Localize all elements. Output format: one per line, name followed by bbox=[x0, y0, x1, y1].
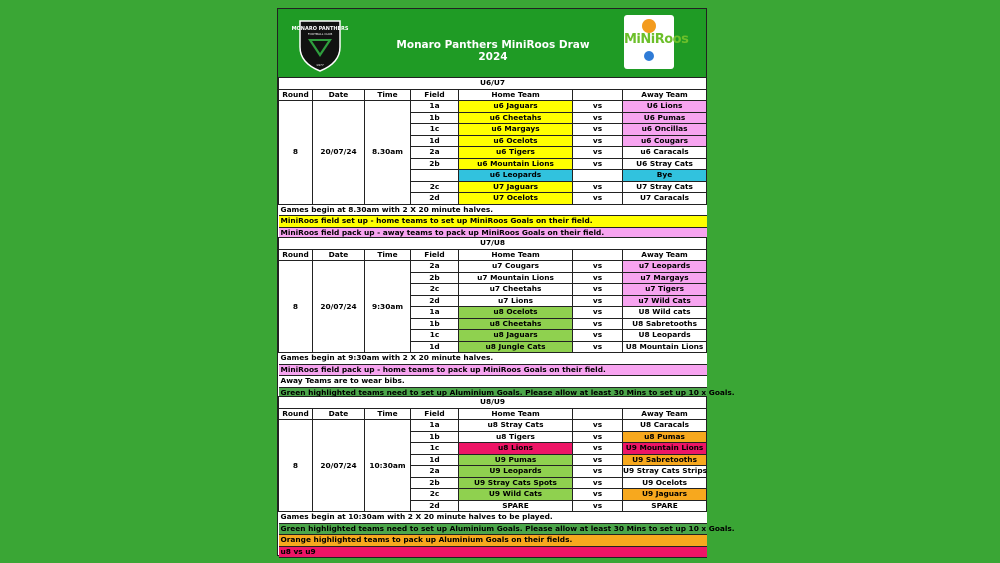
away-team-cell: U6 Lions bbox=[623, 101, 707, 113]
away-team-cell: u6 Oncillas bbox=[623, 124, 707, 136]
note-row: Away Teams are to wear bibs. bbox=[279, 376, 707, 388]
away-team-cell: U7 Stray Cats bbox=[623, 181, 707, 193]
away-team-cell: u7 Leopards bbox=[623, 261, 707, 273]
col-vs bbox=[573, 89, 623, 101]
away-team-cell: u7 Wild Cats bbox=[623, 295, 707, 307]
ball-icon bbox=[642, 19, 656, 33]
col-vs bbox=[573, 408, 623, 420]
vs-cell: vs bbox=[573, 101, 623, 113]
home-team-cell: U9 Leopards bbox=[459, 466, 573, 478]
away-team-cell: SPARE bbox=[623, 500, 707, 512]
date-cell: 20/07/24 bbox=[313, 261, 365, 353]
field-cell: 1a bbox=[411, 101, 459, 113]
date-cell: 20/07/24 bbox=[313, 420, 365, 512]
away-team-cell: u7 Margays bbox=[623, 272, 707, 284]
field-cell: 2b bbox=[411, 272, 459, 284]
col-away: Away Team bbox=[623, 89, 707, 101]
header-banner bbox=[278, 9, 706, 77]
field-cell: 1c bbox=[411, 443, 459, 455]
away-team-cell: u7 Tigers bbox=[623, 284, 707, 296]
miniroos-logo bbox=[624, 15, 689, 69]
home-team-cell: u7 Cougars bbox=[459, 261, 573, 273]
vs-cell: vs bbox=[573, 477, 623, 489]
home-team-cell: u6 Leopards bbox=[459, 170, 573, 182]
vs-cell: vs bbox=[573, 261, 623, 273]
away-team-cell: U7 Caracals bbox=[623, 193, 707, 205]
round-cell: 8 bbox=[279, 101, 313, 205]
club-logo-sub: FOOTBALL CLUB bbox=[307, 32, 333, 36]
vs-cell: vs bbox=[573, 307, 623, 319]
home-team-cell: U7 Jaguars bbox=[459, 181, 573, 193]
club-logo-name: MONARO PANTHERS bbox=[291, 26, 349, 32]
home-team-cell: u7 Cheetahs bbox=[459, 284, 573, 296]
match-row bbox=[279, 420, 707, 432]
vs-cell: vs bbox=[573, 295, 623, 307]
column-header-row bbox=[279, 89, 707, 101]
home-team-cell: u8 Jungle Cats bbox=[459, 341, 573, 353]
col-round: Round bbox=[279, 249, 313, 261]
field-cell: 2d bbox=[411, 193, 459, 205]
vs-cell: vs bbox=[573, 147, 623, 159]
column-header-row bbox=[279, 249, 707, 261]
date-cell: 20/07/24 bbox=[313, 101, 365, 205]
home-team-cell: u6 Ocelots bbox=[459, 135, 573, 147]
field-cell: 1d bbox=[411, 341, 459, 353]
home-team-cell: U7 Ocelots bbox=[459, 193, 573, 205]
col-round: Round bbox=[279, 408, 313, 420]
away-team-cell: U9 Stray Cats Strips bbox=[623, 466, 708, 476]
away-team-cell: U9 Mountain Lions bbox=[623, 443, 707, 455]
column-header-row bbox=[279, 408, 707, 420]
vs-cell: vs bbox=[573, 272, 623, 284]
field-cell: 1b bbox=[411, 318, 459, 330]
home-team-cell: u6 Tigers bbox=[459, 147, 573, 159]
draw-sheet bbox=[277, 8, 735, 556]
vs-cell: vs bbox=[573, 500, 623, 512]
away-team-cell: U8 Wild cats bbox=[623, 307, 707, 319]
vs-cell: vs bbox=[573, 181, 623, 193]
field-cell: 1b bbox=[411, 431, 459, 443]
section-table-u8-u9 bbox=[278, 396, 735, 558]
kangaroo-icon bbox=[644, 51, 654, 61]
field-cell: 1d bbox=[411, 135, 459, 147]
col-time: Time bbox=[365, 89, 411, 101]
col-date: Date bbox=[313, 89, 365, 101]
away-team-cell: U8 Leopards bbox=[623, 330, 707, 342]
vs-cell: vs bbox=[573, 431, 623, 443]
home-team-cell: u6 Cheetahs bbox=[459, 112, 573, 124]
col-home: Home Team bbox=[459, 249, 573, 261]
note-row: Green highlighted teams need to set up Aluminium Goals. Please allow at least 30 Mins to set up 10 x Goals. bbox=[280, 523, 735, 533]
time-cell: 8.30am bbox=[365, 101, 411, 205]
vs-cell: vs bbox=[573, 466, 623, 478]
match-row bbox=[279, 261, 707, 273]
field-cell: 2b bbox=[411, 477, 459, 489]
home-team-cell: u8 Jaguars bbox=[459, 330, 573, 342]
away-team-cell: U8 Sabretooths bbox=[623, 318, 707, 330]
note-row: u8 vs u9 bbox=[279, 546, 707, 558]
home-team-cell: u7 Mountain Lions bbox=[459, 272, 573, 284]
col-field: Field bbox=[411, 249, 459, 261]
field-cell: 1c bbox=[411, 330, 459, 342]
round-cell: 8 bbox=[279, 261, 313, 353]
section-heading: U7/U8 bbox=[279, 238, 707, 250]
home-team-cell: U9 Stray Cats Spots bbox=[459, 477, 573, 489]
away-team-cell: U8 Caracals bbox=[623, 420, 707, 432]
away-team-cell: U6 Stray Cats bbox=[623, 158, 707, 170]
field-cell: 2d bbox=[411, 500, 459, 512]
away-team-cell: u8 Pumas bbox=[623, 431, 707, 443]
vs-cell: vs bbox=[573, 193, 623, 205]
away-team-cell: U8 Mountain Lions bbox=[623, 341, 707, 353]
vs-cell: vs bbox=[573, 135, 623, 147]
page-title: Monaro Panthers MiniRoos Draw 2024 bbox=[396, 39, 590, 63]
note-row: Games begin at 8.30am with 2 X 20 minute halves. bbox=[279, 204, 707, 216]
col-home: Home Team bbox=[459, 89, 573, 101]
col-date: Date bbox=[313, 249, 365, 261]
field-cell: 2d bbox=[411, 295, 459, 307]
vs-cell: vs bbox=[573, 454, 623, 466]
col-vs bbox=[573, 249, 623, 261]
field-cell: 2c bbox=[411, 284, 459, 296]
section-table-u7-u8 bbox=[278, 237, 735, 399]
vs-cell: vs bbox=[573, 330, 623, 342]
home-team-cell: u8 Stray Cats bbox=[459, 420, 573, 432]
col-time: Time bbox=[365, 408, 411, 420]
away-team-cell: u6 Caracals bbox=[623, 147, 707, 159]
col-field: Field bbox=[411, 89, 459, 101]
note-row: MiniRoos field pack up - away teams to pack up MiniRoos Goals on their field. bbox=[279, 227, 707, 239]
vs-cell: vs bbox=[573, 112, 623, 124]
col-round: Round bbox=[279, 89, 313, 101]
col-field: Field bbox=[411, 408, 459, 420]
field-cell: 1d bbox=[411, 454, 459, 466]
field-cell: 1a bbox=[411, 420, 459, 432]
club-logo-year: 1977 bbox=[316, 63, 324, 67]
match-row bbox=[279, 101, 707, 113]
col-time: Time bbox=[365, 249, 411, 261]
home-team-cell: u8 Lions bbox=[459, 443, 573, 455]
col-home: Home Team bbox=[459, 408, 573, 420]
away-team-cell: Bye bbox=[623, 170, 707, 182]
home-team-cell: u8 Tigers bbox=[459, 431, 573, 443]
note-row: Games begin at 9:30am with 2 X 20 minute halves. bbox=[279, 353, 707, 365]
section-table-u6-u7 bbox=[278, 77, 707, 239]
field-cell: 2b bbox=[411, 158, 459, 170]
away-team-cell: U9 Sabretooths bbox=[623, 454, 707, 466]
field-cell: 2a bbox=[411, 261, 459, 273]
round-cell: 8 bbox=[279, 420, 313, 512]
note-row: Green highlighted teams need to set up Aluminium Goals. Please allow at least 30 Mins to set up 10 x Goals. bbox=[280, 387, 735, 397]
field-cell: 2c bbox=[411, 489, 459, 501]
col-date: Date bbox=[313, 408, 365, 420]
home-team-cell: u6 Mountain Lions bbox=[459, 158, 573, 170]
field-cell: 2a bbox=[411, 466, 459, 478]
home-team-cell: SPARE bbox=[459, 500, 573, 512]
field-cell: 1a bbox=[411, 307, 459, 319]
col-away: Away Team bbox=[623, 249, 707, 261]
note-row: MiniRoos field pack up - home teams to pack up MiniRoos Goals on their field. bbox=[279, 364, 707, 376]
vs-cell: vs bbox=[573, 284, 623, 296]
vs-cell: vs bbox=[573, 443, 623, 455]
note-row: Games begin at 10:30am with 2 X 20 minute halves to be played. bbox=[279, 512, 707, 524]
away-team-cell: U9 Jaguars bbox=[623, 489, 707, 501]
home-team-cell: U9 Wild Cats bbox=[459, 489, 573, 501]
time-cell: 10:30am bbox=[365, 420, 411, 512]
home-team-cell: u8 Cheetahs bbox=[459, 318, 573, 330]
vs-cell: vs bbox=[573, 341, 623, 353]
vs-cell: vs bbox=[573, 420, 623, 432]
note-row: Orange highlighted teams to pack up Aluminium Goals on their fields. bbox=[279, 535, 707, 547]
home-team-cell: u6 Jaguars bbox=[459, 101, 573, 113]
home-team-cell: u7 Lions bbox=[459, 295, 573, 307]
miniroos-logo-text: MiNiRoos bbox=[624, 32, 689, 47]
note-row: MiniRoos field set up - home teams to set up MiniRoos Goals on their field. bbox=[279, 216, 707, 228]
field-cell: 1b bbox=[411, 112, 459, 124]
col-away: Away Team bbox=[623, 408, 707, 420]
away-team-cell: U9 Ocelots bbox=[623, 477, 707, 489]
field-cell: 1c bbox=[411, 124, 459, 136]
home-team-cell: u8 Ocelots bbox=[459, 307, 573, 319]
section-heading: U6/U7 bbox=[279, 78, 707, 90]
club-crest-icon bbox=[291, 17, 349, 73]
home-team-cell: u6 Margays bbox=[459, 124, 573, 136]
vs-cell: vs bbox=[573, 318, 623, 330]
home-team-cell: U9 Pumas bbox=[459, 454, 573, 466]
vs-cell: vs bbox=[573, 124, 623, 136]
time-cell: 9:30am bbox=[365, 261, 411, 353]
section-heading: U8/U9 bbox=[279, 397, 707, 409]
field-cell bbox=[411, 170, 459, 182]
vs-cell: vs bbox=[573, 158, 623, 170]
field-cell: 2a bbox=[411, 147, 459, 159]
field-cell: 2c bbox=[411, 181, 459, 193]
away-team-cell: U6 Pumas bbox=[623, 112, 707, 124]
vs-cell bbox=[573, 170, 623, 182]
away-team-cell: u6 Cougars bbox=[623, 135, 707, 147]
vs-cell: vs bbox=[573, 489, 623, 501]
